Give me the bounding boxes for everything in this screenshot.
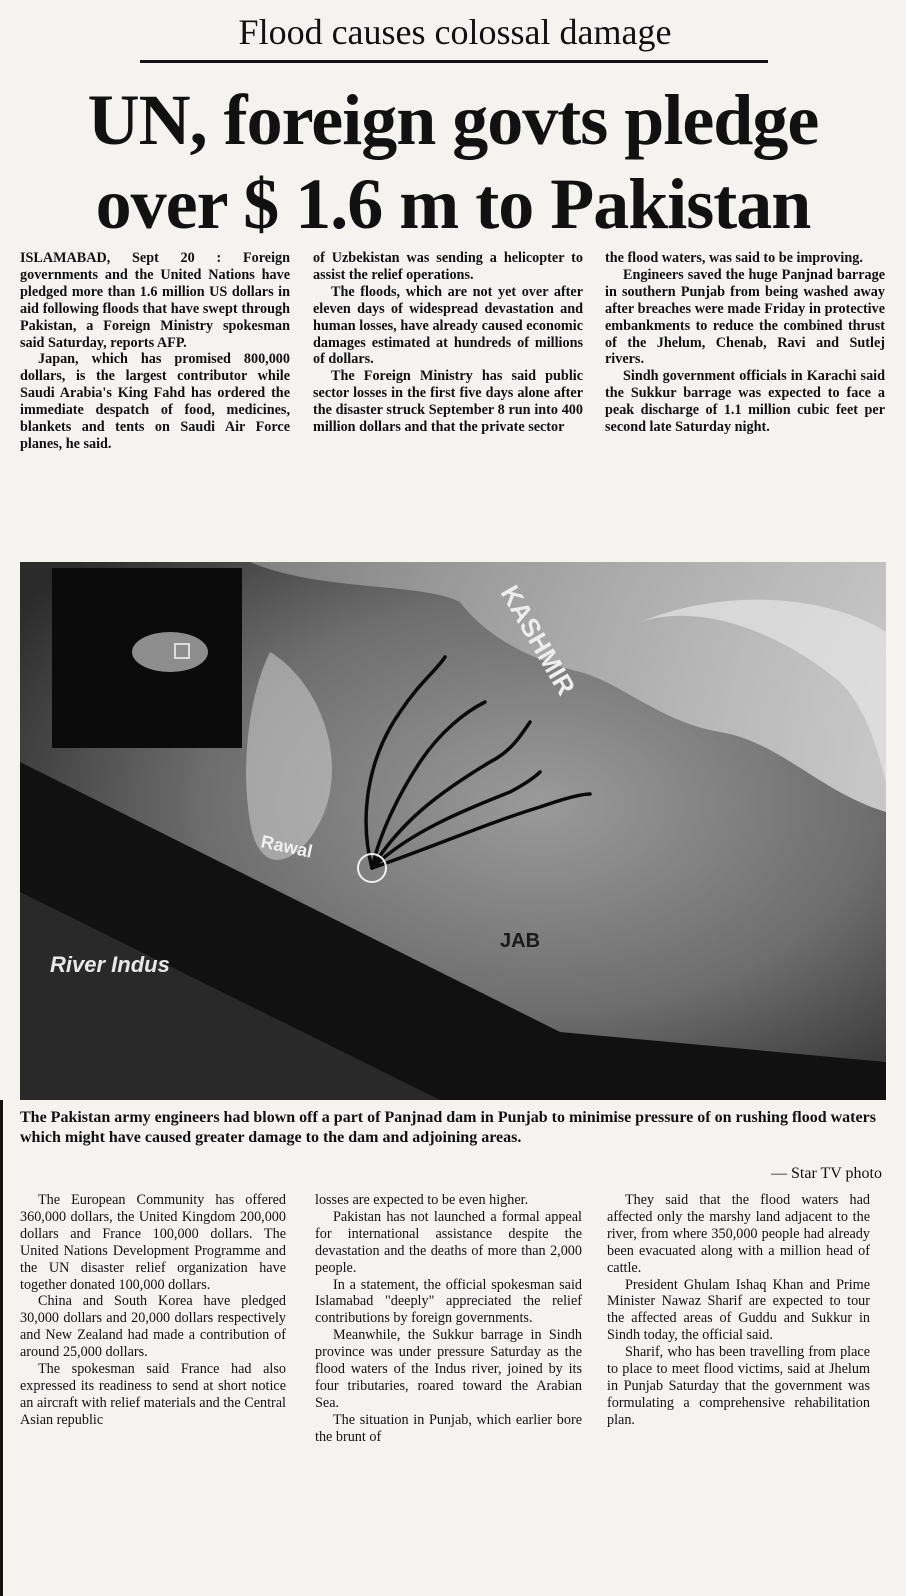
paragraph: The Foreign Ministry has said public sector losses in the first five days alone after the disaster struck September 8 run into 400 million dollars and that the private sector	[313, 368, 583, 436]
paragraph: Engineers saved the huge Panjnad barrage in southern Punjab from being washed away after breaches were made Friday in protective embankments to reduce the combined thrust of the Jhelum, Chenab, Ravi and Sutlej rivers.	[605, 266, 885, 368]
paragraph: Meanwhile, the Sukkur barrage in Sindh province was under pressure Saturday as the flood waters of the Indus river, joined by its four tributaries, roared toward the Arabian Sea.	[315, 1327, 582, 1411]
paragraph: Sharif, who has been travelling from place to place to meet flood victims, said at Jhelum in Punjab Saturday that the government was formulating a comprehensive rehabilitation plan.	[607, 1344, 870, 1428]
top-column-1	[20, 250, 290, 550]
paragraph: of Uzbekistan was sending a helicopter to assist the relief operations.	[313, 250, 583, 283]
paragraph: ISLAMABAD, Sept 20 : Foreign governments and the United Nations have pledged more than 1.6 million US dollars in aid following floods that have swept through Pakistan, a Foreign Ministry spokesman said Saturday, reports AFP.	[20, 250, 290, 351]
map-label-river-indus: River Indus	[50, 952, 170, 977]
headline-line-1: UN, foreign govts pledge	[87, 80, 819, 160]
top-column-2	[313, 250, 583, 550]
satellite-photo	[20, 562, 886, 1100]
map-label-punjab: JAB	[500, 930, 541, 952]
paragraph: Sindh government officials in Karachi said the Sukkur barrage was expected to face a peak discharge of 1.1 million cubic feet per second late Saturday night.	[605, 368, 885, 436]
photo-caption: The Pakistan army engineers had blown off a part of Panjnad dam in Punjab to minimise pressure of on rushing flood waters which might have caused greater damage to the dam and adjoining areas.	[20, 1109, 876, 1146]
paragraph: losses are expected to be even higher.	[315, 1192, 529, 1208]
map-label-kashmir: KASHMIR	[494, 580, 582, 701]
paragraph: The situation in Punjab, which earlier bore the brunt of	[315, 1411, 582, 1445]
bottom-column-3	[607, 1192, 870, 1592]
paragraph: Pakistan has not launched a formal appeal for international assistance despite the devastation and the deaths of more than 2,000 people.	[315, 1208, 582, 1276]
map-label-rawal: Rawal	[259, 831, 315, 862]
satellite-map-image	[20, 562, 886, 1100]
paragraph: The spokesman said France had also expressed its readiness to send at short notice an aircraft with relief materials and the Central Asian republic	[20, 1361, 286, 1428]
paragraph: The floods, which are not yet over after eleven days of widespread devastation and human losses, have already caused economic damages estimated at hundreds of millions of dollars.	[313, 283, 583, 368]
paragraph: President Ghulam Ishaq Khan and Prime Minister Nawaz Sharif are expected to tour the affected areas of Guddu and Sukkur in Sindh today, the official said.	[607, 1276, 870, 1344]
paragraph: In a statement, the official spokesman said Islamabad "deeply" appreciated the relief contributions by foreign governments.	[315, 1276, 582, 1327]
paragraph: The European Community has offered 360,000 dollars, the United Kingdom 200,000 dollars and France 100,000 dollars. The United Nations Development Programme and the UN disaster relief organization have together donated 100,000 dollars.	[20, 1192, 286, 1293]
bottom-column-1	[20, 1192, 286, 1592]
paragraph: China and South Korea have pledged 30,000 dollars and 20,000 dollars respectively and New Zealand had made a contribution of around 25,000 dollars.	[20, 1293, 286, 1361]
photo-credit: — Star TV photo	[771, 1165, 882, 1182]
kicker-underline	[140, 60, 768, 63]
paragraph: Japan, which has promised 800,000 dollars, is the largest contributor while Saudi Arabia's King Fahd has ordered the immediate despatch of food, medicines, blankets and tents on Saudi Air Force planes, he said.	[20, 351, 290, 452]
column-border	[0, 1100, 3, 1596]
top-column-3	[605, 250, 885, 550]
headline-line-2: over $ 1.6 m to Pakistan	[95, 164, 811, 244]
kicker-headline: Flood causes colossal damage	[238, 12, 672, 52]
paragraph: the flood waters, was said to be improving.	[605, 250, 863, 266]
main-headline	[10, 78, 896, 246]
bottom-column-2	[315, 1192, 582, 1592]
paragraph: They said that the flood waters had affected only the marshy land adjacent to the river, from where 350,000 people had already been evacuated along with a million head of cattle.	[607, 1192, 870, 1276]
